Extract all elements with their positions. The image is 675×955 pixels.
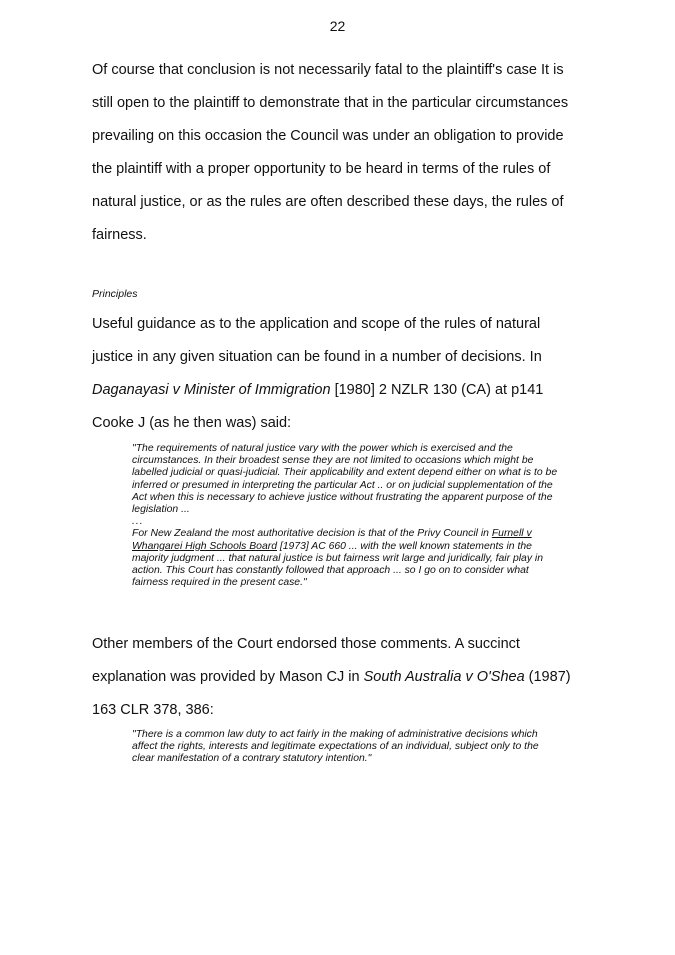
paragraph-1: Of course that conclusion is not necessarily fatal to the plaintiff's case It is still open to the plaintiff to demonstrate that in the particular circumstances prevailing on this occasion the Council was under an obligation to provide the plaintiff with a proper opportunity to be heard in terms of the rules of natural justice, or as the rules are often described these days, the rules of fairness. [92,62,569,243]
paragraph-2-text-1: Useful guidance as to the application and scope of the rules of natural justice in any given situation can be found in a number of decisions. In [92,316,542,365]
block-quote-mason [132,729,562,766]
quote-2-text: "There is a common law duty to act fairly in the making of administrative decisions which affect the rights, interests and legitimate expectations of an individual, subject only to the clear manifestation of a contrary statutory intention." [132,729,539,765]
case-name-oshea: South Australia v O'Shea [363,669,525,685]
section-heading-principles: Principles [92,288,138,300]
block-quote-cooke [132,443,562,589]
paragraph-3-text-1: Other members of the Court endorsed those comments. A succinct explanation was provided by Mason CJ in [92,636,520,685]
page-number: 22 [329,18,346,34]
quote-1-part-2a: For New Zealand the most authoritative decision is that of the Privy Council in [132,528,492,540]
quote-1-part-1: "The requirements of natural justice vary with the power which is exercised and the circumstances. In their broadest sense they are not limited to occasions which might be labelled judicial or quasi-judicial. Their applicability and extent depend either on what is to be inferred or presumed in interpreting the particular Act .. or on judicial supplementation of the Act when this is necessary to achieve justice without frustrating the apparent purpose of the legislation ... [132,443,558,516]
case-name-daganayasi: Daganayasi v Minister of Immigration [92,382,331,398]
case-name-furnell: Furnell v Whangarei High Schools Board [132,528,532,552]
quote-1-part-2b: [1973] AC 660 ... with the well known statements in the majority judgment ... that natural justice is but fairness writ large and juridically, fair play in action. This Court has constantly followed that approach ... so I go on to consider what fairness required in the present case." [132,540,543,589]
paragraph-2 [92,308,584,440]
quote-1-ellipsis: ... [132,516,144,528]
paragraph-2-text-2: [1980] 2 NZLR 130 (CA) at p141 Cooke J (as he then was) said: [92,382,544,431]
paragraph-3-text-2: (1987) 163 CLR 378, 386: [92,669,571,718]
quote-1-part-2 [132,528,562,589]
paragraph-3 [92,628,584,727]
